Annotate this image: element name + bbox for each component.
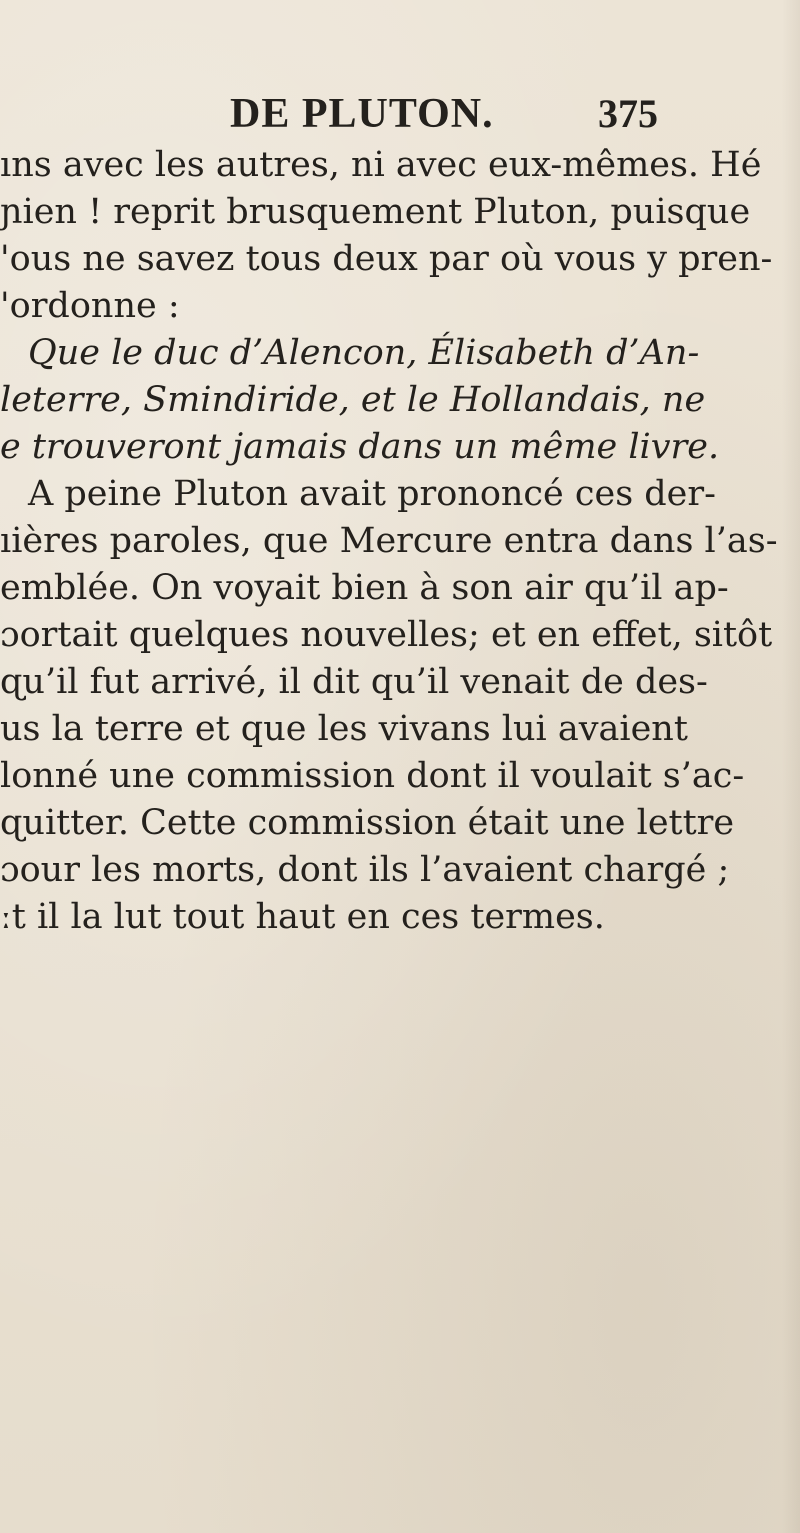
paragraph-start-line: A peine Pluton avait prononcé ces der-: [28, 474, 716, 514]
text-line: ɲien ! reprit brusquement Pluton, puisque: [0, 192, 751, 232]
page-header: [0, 88, 800, 140]
text-line: ɋuitter. Cette commission était une lettre: [0, 803, 735, 843]
text-line: emblée. On voyait bien à son air qu’il ap-: [0, 568, 729, 608]
text-line: 'ordonne :: [0, 286, 180, 326]
text-line: ıns avec les autres, ni avec eux-mêmes. Hé: [0, 145, 762, 185]
text-line: lonné une commission dont il voulait s’ac-: [0, 756, 745, 796]
quote-line: leterre, Smindiride, et le Hollandais, ne: [0, 380, 706, 420]
text-line: ːt il la lut tout haut en ces termes.: [0, 897, 605, 937]
text-line: ɋu’il fut arrivé, il dit qu’il venait de des-: [0, 662, 708, 702]
text-line: 'ous ne savez tous deux par où vous y pren-: [0, 239, 773, 279]
text-line: ɔortait quelques nouvelles; et en effet, sitôt: [0, 615, 773, 655]
text-line: us la terre et que les vivans lui avaient: [0, 709, 688, 749]
text-line: ɔour les morts, dont ils l’avaient chargé ;: [0, 850, 730, 890]
body-text: [0, 142, 800, 941]
text-line: ıières paroles, que Mercure entra dans l’as-: [0, 521, 778, 561]
quote-line: e trouveront jamais dans un même livre.: [0, 427, 720, 467]
running-title: DE PLUTON.: [230, 91, 494, 137]
page-number: 375: [598, 91, 658, 136]
quote-line: Que le duc d’Alencon, Élisabeth d’An-: [28, 333, 700, 373]
